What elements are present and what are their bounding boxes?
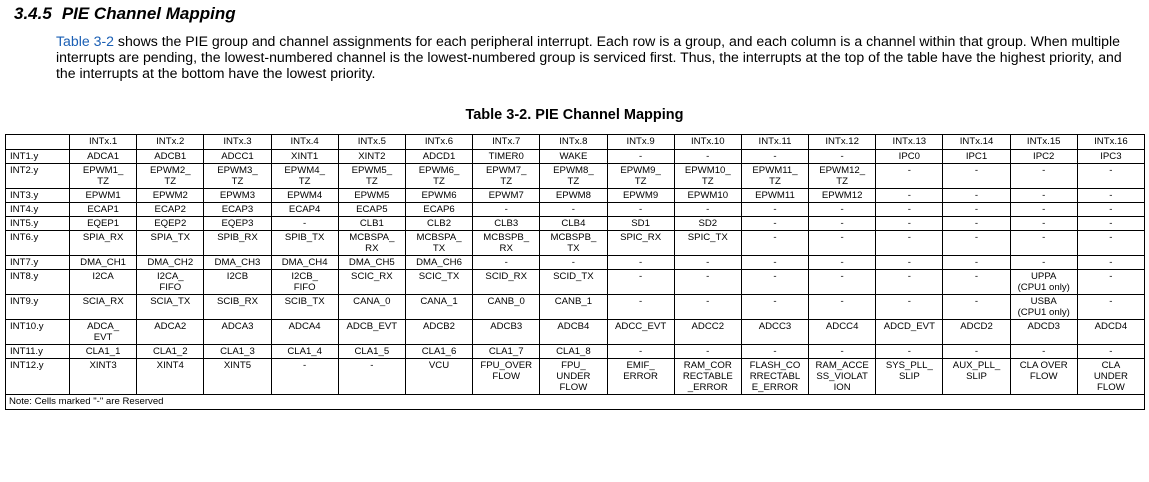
column-header: INTx.5 (338, 135, 405, 150)
column-header: INTx.3 (204, 135, 271, 150)
column-header: INTx.12 (809, 135, 876, 150)
table-reference-link[interactable]: Table 3-2 (56, 33, 114, 49)
table-cell: EPWM1 (70, 189, 137, 203)
table-cell: - (540, 256, 607, 270)
table-row (6, 256, 1145, 270)
column-header: INTx.2 (137, 135, 204, 150)
paragraph-text: shows the PIE group and channel assignments for each peripheral interrupt. Each row is a group, and each column is a channel within that group. When multiple interrupts are pending, the lowest-numbered channel is the lowest-numbered group is serviced first. Thus, the interrupts at the top of the table have the highest priority, and the interrupts at the bottom have the lowest priority. (56, 33, 1122, 81)
table-cell: CLA1_6 (405, 345, 472, 359)
table-cell: SPIC_RX (607, 231, 674, 256)
table-cell: XINT3 (70, 359, 137, 395)
row-group-label: INT7.y (6, 256, 70, 270)
table-cell: - (943, 345, 1010, 359)
table-cell: DMA_CH6 (405, 256, 472, 270)
table-cell: ADCA4 (271, 320, 338, 345)
table-row (6, 164, 1145, 189)
table-cell: IPC2 (1010, 150, 1077, 164)
table-cell: EPWM2_ TZ (137, 164, 204, 189)
table-cell: CLA1_1 (70, 345, 137, 359)
table-row (6, 270, 1145, 295)
table-cell: SPIB_RX (204, 231, 271, 256)
table-cell: XINT5 (204, 359, 271, 395)
table-cell: VCU (405, 359, 472, 395)
table-cell: - (1077, 217, 1144, 231)
table-cell: EPWM6 (405, 189, 472, 203)
table-cell: - (674, 256, 741, 270)
table-cell: IPC1 (943, 150, 1010, 164)
table-cell: SCIB_RX (204, 295, 271, 320)
row-group-label: INT1.y (6, 150, 70, 164)
table-cell: FLASH_CO RRECTABL E_ERROR (741, 359, 808, 395)
note-row (6, 395, 1145, 410)
table-cell: - (540, 203, 607, 217)
table-cell: CLB2 (405, 217, 472, 231)
table-cell: - (741, 203, 808, 217)
table-cell: SCIB_TX (271, 295, 338, 320)
corner-cell (6, 135, 70, 150)
table-cell: CLB3 (473, 217, 540, 231)
table-cell: ADCB2 (405, 320, 472, 345)
table-cell: - (674, 345, 741, 359)
table-cell: CANA_1 (405, 295, 472, 320)
table-row (6, 203, 1145, 217)
table-cell: USBA (CPU1 only) (1010, 295, 1077, 320)
table-cell: EPWM10_ TZ (674, 164, 741, 189)
table-cell: - (876, 203, 943, 217)
table-cell: MCBSPA_ TX (405, 231, 472, 256)
table-cell: EPWM3 (204, 189, 271, 203)
table-cell: - (1077, 231, 1144, 256)
table-cell: - (1077, 270, 1144, 295)
table-cell: ADCA_ EVT (70, 320, 137, 345)
table-cell: CANB_1 (540, 295, 607, 320)
table-cell: - (674, 295, 741, 320)
section-title: PIE Channel Mapping (61, 4, 236, 23)
table-cell: - (1010, 164, 1077, 189)
table-cell: EPWM3_ TZ (204, 164, 271, 189)
table-cell: FPU_ UNDER FLOW (540, 359, 607, 395)
table-cell: - (607, 150, 674, 164)
table-cell: EPWM6_ TZ (405, 164, 472, 189)
row-group-label: INT11.y (6, 345, 70, 359)
table-cell: EPWM11_ TZ (741, 164, 808, 189)
table-cell: - (607, 345, 674, 359)
table-cell: CLA1_5 (338, 345, 405, 359)
table-note: Note: Cells marked "-" are Reserved (6, 395, 1145, 410)
column-header: INTx.13 (876, 135, 943, 150)
table-row (6, 231, 1145, 256)
table-cell: AUX_PLL_ SLIP (943, 359, 1010, 395)
table-cell: ADCD1 (405, 150, 472, 164)
table-cell: - (741, 345, 808, 359)
table-cell: - (1077, 345, 1144, 359)
table-cell: UPPA (CPU1 only) (1010, 270, 1077, 295)
table-cell: CLB1 (338, 217, 405, 231)
table-cell: - (1010, 231, 1077, 256)
table-cell: ECAP3 (204, 203, 271, 217)
table-cell: WAKE (540, 150, 607, 164)
table-cell: SPIA_RX (70, 231, 137, 256)
table-cell: - (741, 295, 808, 320)
table-cell: CLA OVER FLOW (1010, 359, 1077, 395)
column-header: INTx.15 (1010, 135, 1077, 150)
table-cell: RAM_COR RECTABLE _ERROR (674, 359, 741, 395)
table-cell: ADCD3 (1010, 320, 1077, 345)
table-row (6, 320, 1145, 345)
table-cell: ADCC_EVT (607, 320, 674, 345)
row-group-label: INT12.y (6, 359, 70, 395)
column-header: INTx.9 (607, 135, 674, 150)
table-cell: - (607, 270, 674, 295)
table-cell: CLA1_7 (473, 345, 540, 359)
table-cell: - (943, 231, 1010, 256)
table-cell: - (1077, 164, 1144, 189)
table-cell: EPWM7 (473, 189, 540, 203)
table-cell: SD2 (674, 217, 741, 231)
table-cell: ADCA1 (70, 150, 137, 164)
table-cell: - (607, 256, 674, 270)
table-cell: EPWM5_ TZ (338, 164, 405, 189)
table-cell: - (1077, 189, 1144, 203)
table-cell: EQEP1 (70, 217, 137, 231)
table-cell: ADCA3 (204, 320, 271, 345)
table-cell: - (943, 164, 1010, 189)
table-cell: SYS_PLL_ SLIP (876, 359, 943, 395)
table-cell: IPC0 (876, 150, 943, 164)
table-cell: ECAP1 (70, 203, 137, 217)
row-group-label: INT4.y (6, 203, 70, 217)
table-cell: SPIA_TX (137, 231, 204, 256)
row-group-label: INT8.y (6, 270, 70, 295)
table-cell: ADCC3 (741, 320, 808, 345)
table-cell: - (1010, 345, 1077, 359)
table-cell: EPWM9 (607, 189, 674, 203)
table-cell: - (1010, 256, 1077, 270)
table-cell: EPWM12_ TZ (809, 164, 876, 189)
table-cell: ECAP4 (271, 203, 338, 217)
table-cell: - (876, 217, 943, 231)
table-cell: - (1010, 189, 1077, 203)
table-cell: XINT1 (271, 150, 338, 164)
table-cell: SPIC_TX (674, 231, 741, 256)
table-cell: EMIF_ ERROR (607, 359, 674, 395)
table-cell: - (809, 256, 876, 270)
table-cell: - (674, 150, 741, 164)
table-cell: I2CA_ FIFO (137, 270, 204, 295)
table-cell: SCID_TX (540, 270, 607, 295)
table-cell: - (338, 359, 405, 395)
table-cell: DMA_CH1 (70, 256, 137, 270)
table-cell: TIMER0 (473, 150, 540, 164)
table-cell: EPWM2 (137, 189, 204, 203)
table-cell: - (809, 270, 876, 295)
table-cell: CLA UNDER FLOW (1077, 359, 1144, 395)
table-cell: XINT2 (338, 150, 405, 164)
table-cell: ADCA2 (137, 320, 204, 345)
table-cell: ECAP2 (137, 203, 204, 217)
table-cell: ADCB3 (473, 320, 540, 345)
table-cell: - (809, 231, 876, 256)
table-caption: Table 3-2. PIE Channel Mapping (465, 107, 684, 123)
table-body (6, 150, 1145, 395)
table-cell: - (876, 231, 943, 256)
table-cell: SCIC_TX (405, 270, 472, 295)
table-cell: ADCC1 (204, 150, 271, 164)
table-cell: EPWM1_ TZ (70, 164, 137, 189)
column-header: INTx.14 (943, 135, 1010, 150)
table-cell: SCIA_RX (70, 295, 137, 320)
column-header: INTx.1 (70, 135, 137, 150)
table-header-row (6, 135, 1145, 150)
table-cell: ADCB4 (540, 320, 607, 345)
table-cell: EQEP2 (137, 217, 204, 231)
table-cell: DMA_CH2 (137, 256, 204, 270)
table-cell: DMA_CH5 (338, 256, 405, 270)
table-cell: - (1010, 203, 1077, 217)
table-cell: - (809, 217, 876, 231)
table-cell: EPWM4 (271, 189, 338, 203)
table-cell: ADCB_EVT (338, 320, 405, 345)
table-row (6, 295, 1145, 320)
table-cell: - (1077, 295, 1144, 320)
table-cell: - (809, 345, 876, 359)
table-cell: I2CA (70, 270, 137, 295)
table-cell: EPWM11 (741, 189, 808, 203)
row-group-label: INT6.y (6, 231, 70, 256)
table-cell: DMA_CH4 (271, 256, 338, 270)
table-cell: I2CB (204, 270, 271, 295)
table-cell: EPWM8 (540, 189, 607, 203)
table-cell: - (473, 256, 540, 270)
table-cell: CLA1_2 (137, 345, 204, 359)
column-header: INTx.11 (741, 135, 808, 150)
table-cell: MCBSPB_ TX (540, 231, 607, 256)
table-cell: - (741, 150, 808, 164)
table-cell: - (809, 295, 876, 320)
table-cell: - (1010, 217, 1077, 231)
table-cell: DMA_CH3 (204, 256, 271, 270)
table-cell: I2CB_ FIFO (271, 270, 338, 295)
table-cell: CLB4 (540, 217, 607, 231)
table-cell: - (674, 270, 741, 295)
table-cell: - (607, 203, 674, 217)
table-cell: - (876, 270, 943, 295)
intro-paragraph (56, 33, 1141, 81)
table-cell: - (943, 189, 1010, 203)
table-cell: - (1077, 203, 1144, 217)
column-header: INTx.8 (540, 135, 607, 150)
table-cell: EPWM12 (809, 189, 876, 203)
table-cell: ADCC4 (809, 320, 876, 345)
row-group-label: INT2.y (6, 164, 70, 189)
table-cell: - (943, 217, 1010, 231)
table-cell: - (809, 203, 876, 217)
table-cell: - (1077, 256, 1144, 270)
table-cell: SCIA_TX (137, 295, 204, 320)
table-cell: EPWM8_ TZ (540, 164, 607, 189)
table-cell: - (943, 295, 1010, 320)
table-cell: ADCD_EVT (876, 320, 943, 345)
table-cell: FPU_OVER FLOW (473, 359, 540, 395)
table-cell: ADCD4 (1077, 320, 1144, 345)
table-cell: - (943, 256, 1010, 270)
table-cell: - (943, 270, 1010, 295)
column-header: INTx.16 (1077, 135, 1144, 150)
table-cell: CLA1_3 (204, 345, 271, 359)
pie-channel-mapping-table (5, 134, 1145, 410)
table-cell: - (473, 203, 540, 217)
table-cell: - (876, 256, 943, 270)
table-row (6, 217, 1145, 231)
table-cell: EPWM7_ TZ (473, 164, 540, 189)
table-cell: SD1 (607, 217, 674, 231)
table-cell: CANB_0 (473, 295, 540, 320)
table-row (6, 150, 1145, 164)
table-cell: MCBSPA_ RX (338, 231, 405, 256)
row-group-label: INT5.y (6, 217, 70, 231)
table-cell: - (876, 189, 943, 203)
table-cell: - (271, 359, 338, 395)
table-cell: ECAP5 (338, 203, 405, 217)
table-cell: - (741, 270, 808, 295)
table-row (6, 359, 1145, 395)
table-cell: ADCC2 (674, 320, 741, 345)
table-cell: EPWM4_ TZ (271, 164, 338, 189)
table-cell: - (876, 164, 943, 189)
table-cell: - (876, 345, 943, 359)
row-group-label: INT10.y (6, 320, 70, 345)
column-header: INTx.7 (473, 135, 540, 150)
table-cell: - (943, 203, 1010, 217)
table-cell: RAM_ACCE SS_VIOLAT ION (809, 359, 876, 395)
table-cell: CANA_0 (338, 295, 405, 320)
table-cell: ADCD2 (943, 320, 1010, 345)
table-cell: CLA1_8 (540, 345, 607, 359)
table-row (6, 189, 1145, 203)
table-cell: - (271, 217, 338, 231)
table-cell: ADCB1 (137, 150, 204, 164)
table-cell: MCBSPB_ RX (473, 231, 540, 256)
column-header: INTx.4 (271, 135, 338, 150)
table-cell: XINT4 (137, 359, 204, 395)
table-cell: - (607, 295, 674, 320)
table-cell: EPWM9_ TZ (607, 164, 674, 189)
table-cell: CLA1_4 (271, 345, 338, 359)
row-group-label: INT9.y (6, 295, 70, 320)
table-cell: - (809, 150, 876, 164)
table-cell: SCID_RX (473, 270, 540, 295)
row-group-label: INT3.y (6, 189, 70, 203)
table-cell: SCIC_RX (338, 270, 405, 295)
table-cell: EQEP3 (204, 217, 271, 231)
column-header: INTx.10 (674, 135, 741, 150)
table-cell: - (674, 203, 741, 217)
table-row (6, 345, 1145, 359)
table-cell: - (876, 295, 943, 320)
section-heading (14, 4, 236, 24)
table-cell: ECAP6 (405, 203, 472, 217)
table-cell: SPIB_TX (271, 231, 338, 256)
table-cell: - (741, 217, 808, 231)
table-cell: EPWM5 (338, 189, 405, 203)
table-cell: - (741, 231, 808, 256)
column-header: INTx.6 (405, 135, 472, 150)
section-number: 3.4.5 (14, 4, 52, 23)
table-cell: IPC3 (1077, 150, 1144, 164)
table-cell: EPWM10 (674, 189, 741, 203)
table-cell: - (741, 256, 808, 270)
